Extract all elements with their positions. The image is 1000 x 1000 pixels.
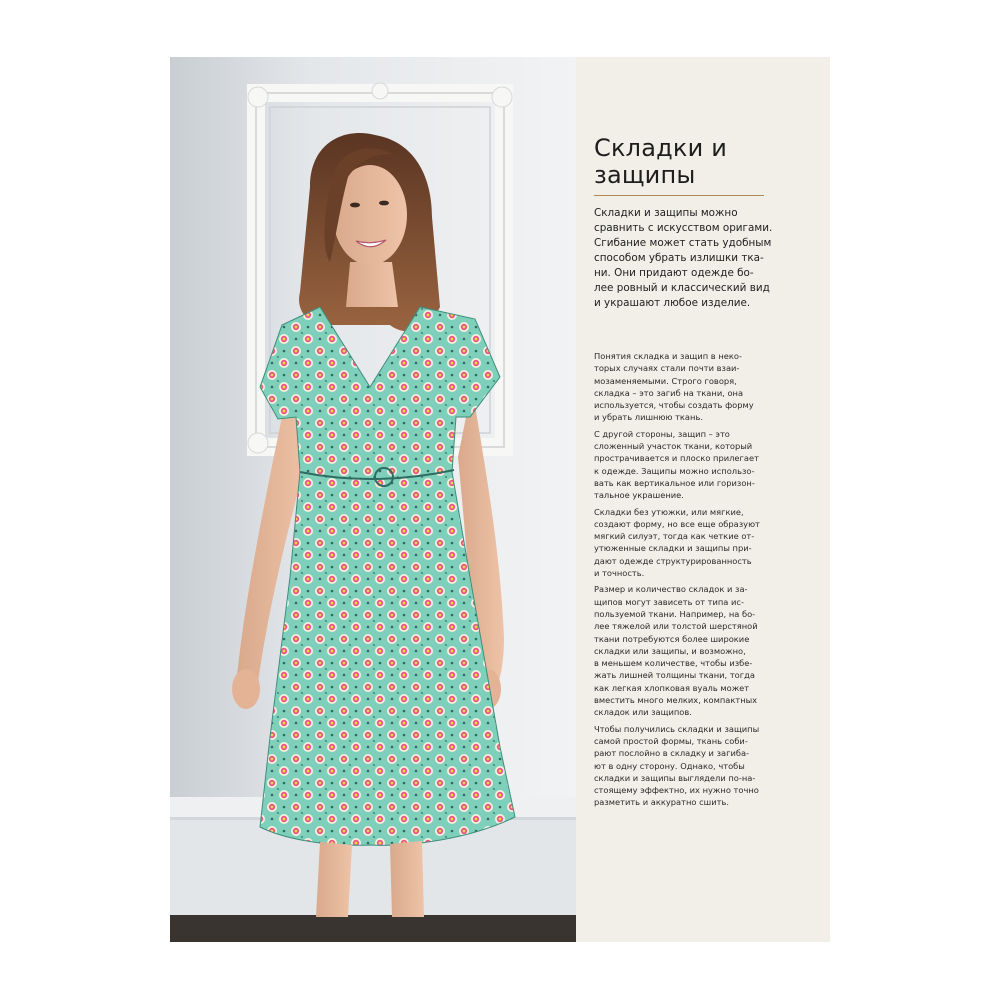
body-line: торых случаях стали почти взаи- (594, 363, 740, 374)
text-column (594, 135, 779, 809)
body-line: в меньшем количестве, чтобы избе- (594, 658, 753, 669)
lead-line: способом убрать излишки тка- (594, 252, 764, 264)
body-paragraph (594, 350, 779, 424)
body-line: и убрать лишнюю ткань. (594, 412, 703, 423)
body-line: и точность. (594, 568, 645, 579)
body-line: жать лишней толщины ткани, тогда (594, 670, 755, 681)
lead-line: лее ровный и классический вид (594, 282, 770, 294)
body-line: складок или защипов. (594, 707, 692, 718)
lead-line: Складки и защипы можно (594, 207, 738, 219)
body-line: щипов могут зависеть от типа ис- (594, 596, 744, 607)
lead-line: Сгибание может стать удобным (594, 237, 772, 249)
body-line: С другой стороны, защип – это (594, 428, 730, 439)
body-copy (594, 350, 779, 809)
body-line: складка – это загиб на ткани, она (594, 387, 744, 398)
body-paragraph (594, 506, 779, 580)
lead-line: ни. Они придают одежде бо- (594, 267, 754, 279)
body-line: к одежде. Защипы можно использо- (594, 465, 755, 476)
body-line: ют в одну сторону. Однако, чтобы (594, 760, 745, 771)
body-line: самой простой формы, ткань соби- (594, 735, 748, 746)
body-line: ткани потребуются более широкие (594, 633, 750, 644)
lead-line: и украшают любое изделие. (594, 297, 751, 309)
body-line: утюженные складки и защипы при- (594, 543, 752, 554)
body-line: сложенный участок ткани, который (594, 441, 753, 452)
title-line: Складки и (594, 134, 728, 162)
body-line: рают послойно в складку и загиба- (594, 748, 750, 759)
body-paragraph (594, 428, 779, 502)
body-line: Складки без утюжки, или мягкие, (594, 506, 744, 517)
body-line: вместить много мелких, компактных (594, 695, 758, 706)
body-paragraph (594, 583, 779, 718)
body-line: создают форму, но все еще образуют (594, 518, 760, 529)
book-spread (170, 57, 830, 942)
photo-woman-in-dress (170, 57, 576, 942)
title-line: защипы (594, 161, 696, 189)
lead-line: сравнить с искусством оригами. (594, 222, 773, 234)
body-line: Понятия складка и защип в неко- (594, 351, 742, 361)
body-line: мягкий силуэт, тогда как четкие от- (594, 531, 755, 542)
body-paragraph (594, 723, 779, 809)
body-line: разметить и аккуратно сшить. (594, 797, 729, 808)
lead-paragraph (594, 206, 779, 311)
body-line: складки или защипы, и возможно, (594, 645, 746, 656)
body-line: прострачивается и плоско прилегает (594, 453, 759, 464)
body-line: тальное украшение. (594, 490, 684, 501)
page-title (594, 135, 779, 189)
body-line: пользуемой ткани. Например, на бо- (594, 608, 756, 619)
title-divider (594, 195, 764, 196)
body-line: Чтобы получились складки и защипы (594, 723, 760, 734)
body-line: используется, чтобы создать форму (594, 400, 754, 411)
body-line: стоящему эффектно, их нужно точно (594, 785, 759, 796)
body-line: складки и защипы выглядели по-на- (594, 772, 756, 783)
body-line: мозаменяемыми. Строго говоря, (594, 375, 737, 386)
body-line: дают одежде структурированность (594, 555, 752, 566)
body-line: вать как вертикальное или горизон- (594, 477, 755, 488)
body-line: Размер и количество складок и за- (594, 584, 748, 595)
body-line: как легкая хлопковая вуаль может (594, 682, 750, 693)
body-line: лее тяжелой или толстой шерстяной (594, 621, 758, 632)
